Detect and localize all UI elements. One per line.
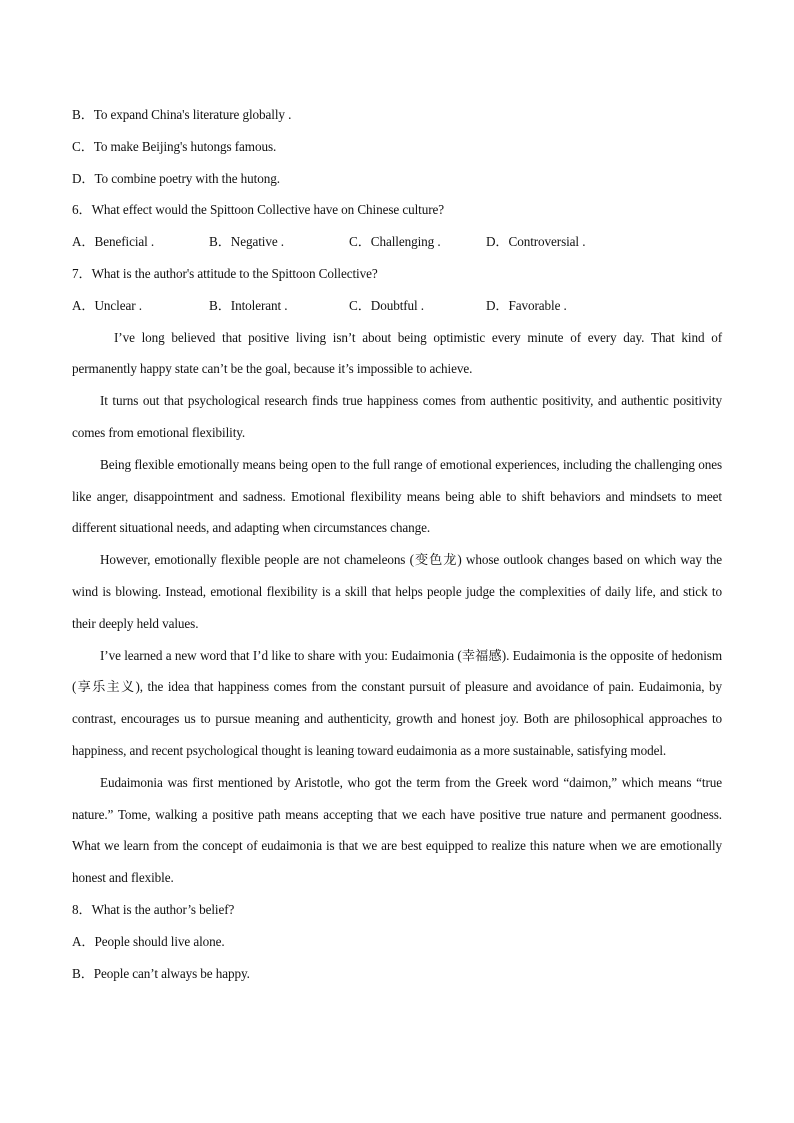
- question-7-option-a: A．Unclear .: [72, 297, 142, 313]
- question-6-option-c: C．Challenging .: [349, 234, 441, 250]
- passage-paragraph-1: I’ve long believed that positive living isn’t about being optimistic every minute of every day. That kind of permanently happy state can’t be the goal, because it’s impossible to achieve.: [72, 329, 722, 377]
- passage-paragraph-5: I’ve learned a new word that I’d like to share with you: Eudaimonia (幸福感). Eudaimonia is the opposite of hedonism (享乐主义), the idea that happiness comes from the constant pursuit of pleasure and avoidance of pain. Eudaimonia, by contrast, encourages us to pursue meaning and authenticity, growth and honest joy. Both are philosophical approaches to happiness, and recent psychological thought is leaning toward eudaimonia as a more sustainable, satisfying model.: [72, 647, 722, 758]
- question-6-stem: 6．What effect would the Spittoon Collective have on Chinese culture?: [72, 202, 444, 218]
- question-7-options: [72, 290, 722, 322]
- passage-paragraph-4: However, emotionally flexible people are not chameleons (变色龙) whose outlook changes based on which way the wind is blowing. Instead, emotional flexibility is a skill that helps people judge the complexities of daily life, and stick to their deeply held values.: [72, 552, 722, 631]
- question-6-option-a: A．Beneficial .: [72, 234, 155, 250]
- page-content: [72, 99, 722, 989]
- question-7-stem: 7．What is the author's attitude to the Spittoon Collective?: [72, 265, 378, 281]
- passage-paragraph-3: Being flexible emotionally means being open to the full range of emotional experiences, including the challenging ones like anger, disappointment and sadness. Emotional flexibility means being able to shift behaviors and mindsets to meet different situational needs, and adapting when circumstances change.: [72, 456, 722, 536]
- question-7-option-d: D．Favorable .: [486, 297, 567, 313]
- passage-paragraph-2: It turns out that psychological research finds true happiness comes from authentic positivity, and authentic positivity comes from emotional flexibility.: [72, 393, 722, 440]
- question-7-option-c: C．Doubtful .: [349, 297, 424, 313]
- question-8-stem: 8．What is the author’s belief?: [72, 901, 235, 917]
- prev-option-d: D．To combine poetry with the hutong.: [72, 170, 280, 186]
- prev-option-c: C．To make Beijing's hutongs famous.: [72, 138, 277, 154]
- question-7-option-b: B．Intolerant .: [209, 297, 288, 313]
- passage-paragraph-6: Eudaimonia was first mentioned by Aristotle, who got the term from the Greek word “daimon,” which means “true nature.” Tome, walking a positive path means accepting that we each have positive true nature and permanent goodness. What we learn from the concept of eudaimonia is that we are best equipped to realize this nature when we are emotionally honest and flexible.: [72, 774, 722, 886]
- question-8-option-a: A．People should live alone.: [72, 933, 225, 949]
- question-6-option-d: D．Controversial .: [486, 234, 586, 250]
- prev-option-b: B．To expand China's literature globally .: [72, 107, 292, 122]
- question-6-options: [72, 226, 722, 258]
- question-6-option-b: B．Negative .: [209, 234, 284, 250]
- question-8-option-b: B．People can’t always be happy.: [72, 965, 250, 981]
